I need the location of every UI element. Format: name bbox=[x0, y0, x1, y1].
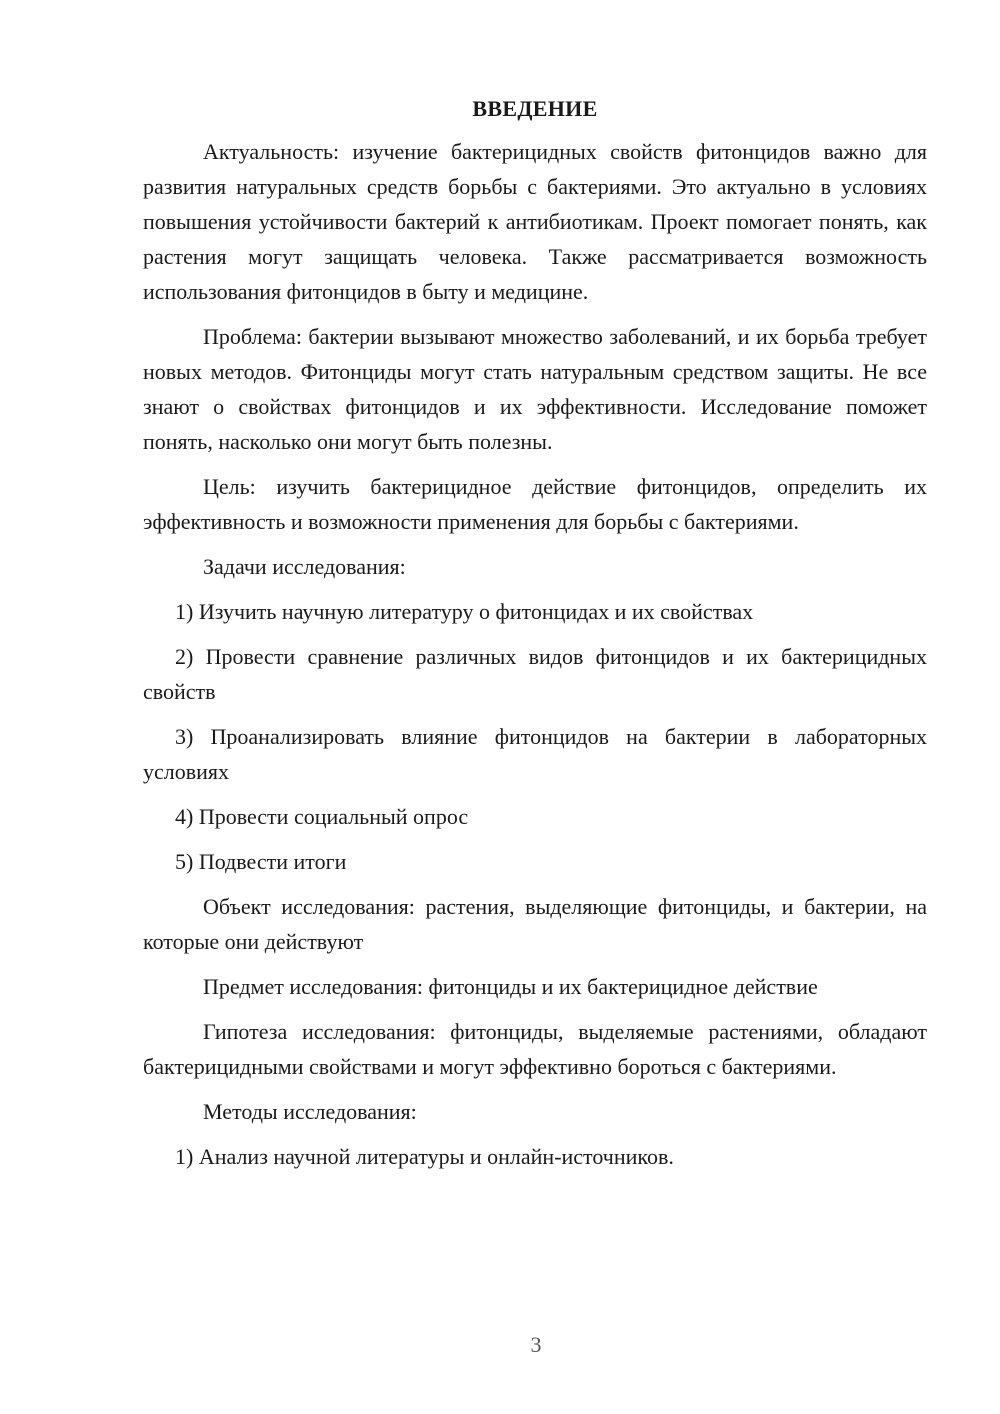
method-item-1: 1) Анализ научной литературы и онлайн-источников. bbox=[175, 1144, 674, 1169]
object-paragraph: Объект исследования: растения, выделяющие фитонциды, и бактерии, на которые они действуют bbox=[143, 894, 927, 954]
page-title: ВВЕДЕНИЕ bbox=[472, 96, 598, 121]
task-item-2: 2) Провести сравнение различных видов фитонцидов и их бактерицидных свойств bbox=[143, 644, 927, 704]
relevance-paragraph: Актуальность: изучение бактерицидных свойств фитонцидов важно для развития натуральных средств борьбы с бактериями. Это актуально в условиях повышения устойчивости бактерий к антибиотикам. Проект помогает понять, как растения могут защищать человека. Также рассматривается возможность использования фитонцидов в быту и медицине. bbox=[143, 139, 927, 304]
task-item-3: 3) Проанализировать влияние фитонцидов на бактерии в лабораторных условиях bbox=[143, 724, 927, 784]
page-number: 3 bbox=[530, 1332, 542, 1357]
problem-paragraph: Проблема: бактерии вызывают множество заболеваний, и их борьба требует новых методов. Фитонциды могут стать натуральным средством защиты. Не все знают о свойствах фитонцидов и их эффективности. Исследование поможет понять, насколько они могут быть полезны. bbox=[143, 324, 927, 454]
goal-paragraph: Цель: изучить бактерицидное действие фитонцидов, определить их эффективность и возможности применения для борьбы с бактериями. bbox=[143, 474, 927, 534]
task-item-1: 1) Изучить научную литературу о фитонцидах и их свойствах bbox=[175, 599, 754, 624]
subject-paragraph: Предмет исследования: фитонциды и их бактерицидное действие bbox=[203, 974, 818, 999]
task-item-4: 4) Провести социальный опрос bbox=[175, 804, 469, 829]
methods-heading: Методы исследования: bbox=[203, 1099, 417, 1124]
tasks-heading: Задачи исследования: bbox=[203, 554, 406, 579]
hypothesis-paragraph: Гипотеза исследования: фитонциды, выделяемые растениями, обладают бактерицидными свойствами и могут эффективно бороться с бактериями. bbox=[143, 1019, 927, 1079]
task-item-5: 5) Подвести итоги bbox=[175, 849, 347, 874]
document-page bbox=[143, 92, 927, 1174]
